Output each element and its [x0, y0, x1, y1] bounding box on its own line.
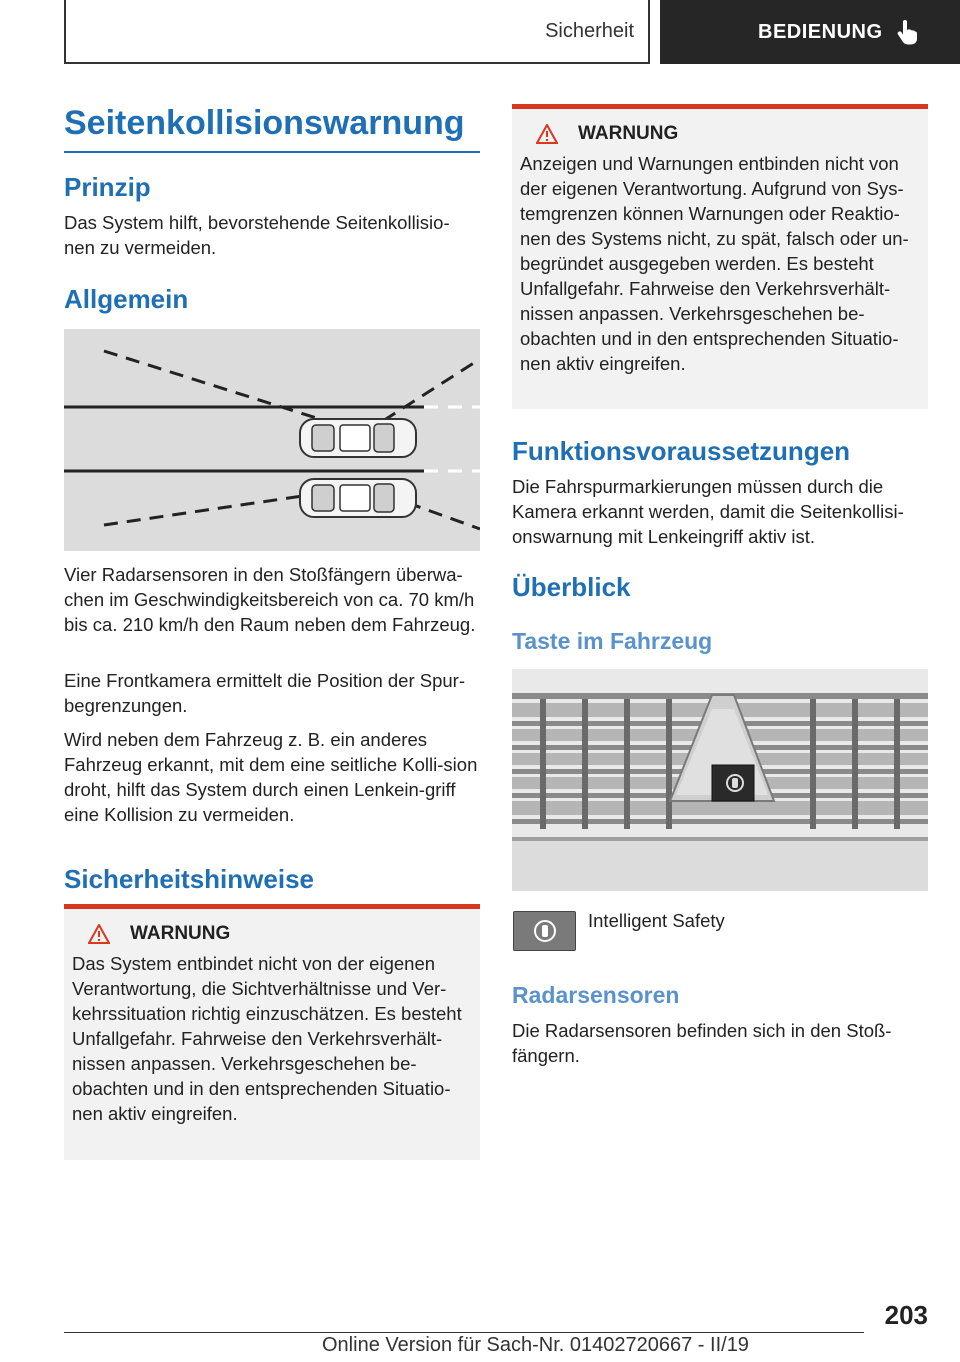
warning-box-right	[512, 104, 928, 409]
heading-sicherheitshinweise: Sicherheitshinweise	[64, 864, 314, 894]
text-radarsensoren-intro: Vier Radarsensoren in den Stoßfängern überwa-chen im Geschwindigkeitsbereich von ca. 70 km/h bis ca. 210 km/h den Raum neben dem Fahrzeug.	[64, 564, 476, 635]
warning-label-right: WARNUNG	[578, 123, 679, 144]
heading-allgemein: Allgemein	[64, 284, 189, 314]
button-photo-svg	[512, 669, 928, 891]
warning-triangle-icon	[88, 924, 110, 944]
text-funktionsvoraussetzungen: Die Fahrspurmarkierungen müssen durch die Kamera erkannt werden, damit die Seitenkollisi-onswarnung mit Lenkeingriff aktiv ist.	[512, 476, 904, 547]
text-lenkeingriff: Wird neben dem Fahrzeug z. B. ein anderes Fahrzeug erkannt, mit dem eine seitliche Kolli-sion droht, hilft das System durch einen Lenkein-griff eine Kollision zu vermeiden.	[64, 729, 478, 825]
text-radarsensoren: Die Radarsensoren befinden sich in den Stoß-fängern.	[512, 1020, 892, 1066]
hand-pointer-icon	[897, 19, 919, 45]
button-photo	[512, 669, 928, 891]
heading-ueberblick: Überblick	[512, 572, 631, 602]
intelligent-safety-icon	[532, 918, 558, 944]
warning-title-left	[88, 923, 472, 945]
heading-radarsensoren: Radarsensoren	[512, 982, 680, 1008]
chapter-tab	[660, 0, 960, 64]
warning-text-left: Das System entbindet nicht von der eigenen Verantwortung, die Sichtverhältnisse und Ver-kehrssituation richtig einzuschätzen. Es besteht Unfallgefahr. Fahrweise den Verkehrsverhält-nissen anpassen. Verkehrsgeschehen be-obachten und in den entsprechenden Situatio-nen aktiv eingreifen.	[72, 953, 462, 1124]
chapter-title: BEDIENUNG	[758, 20, 883, 43]
page-number: 203	[884, 1300, 928, 1330]
intelligent-safety-button-icon	[513, 911, 576, 951]
footer-divider	[64, 1332, 864, 1333]
page-title: Seitenkollisionswarnung	[64, 104, 480, 153]
lane-diagram	[64, 329, 480, 551]
heading-taste-im-fahrzeug: Taste im Fahrzeug	[512, 628, 713, 654]
text-prinzip: Das System hilft, bevorstehende Seitenkollisio-nen zu vermeiden.	[64, 212, 450, 258]
warning-label-left: WARNUNG	[130, 923, 231, 944]
footer-online-version: Online Version für Sach-Nr. 01402720667 - II/19	[322, 1334, 749, 1356]
warning-title-right	[536, 123, 920, 145]
section-tab	[64, 0, 650, 64]
section-title: Sicherheit	[545, 19, 634, 42]
heading-funktionsvoraussetzungen: Funktionsvoraussetzungen	[512, 436, 851, 466]
text-frontkamera: Eine Frontkamera ermittelt die Position der Spur-begrenzungen.	[64, 670, 466, 716]
warning-box-left	[64, 904, 480, 1160]
heading-prinzip: Prinzip	[64, 172, 151, 202]
warning-triangle-icon	[536, 124, 558, 144]
lane-diagram-svg	[64, 329, 480, 551]
warning-text-right: Anzeigen und Warnungen entbinden nicht von der eigenen Verantwortung. Aufgrund von Sys-temgrenzen können Warnungen oder Reaktio-nen des Systems nicht, zu spät, falsch oder un-begründet ausgegeben werden. Es besteht Unfallgefahr. Fahrweise den Verkehrsverhält-nissen anpassen. Verkehrsgeschehen be-obachten und in den entsprechenden Situatio-nen aktiv eingreifen.	[520, 153, 909, 374]
button-label: Intelligent Safety	[588, 910, 725, 931]
